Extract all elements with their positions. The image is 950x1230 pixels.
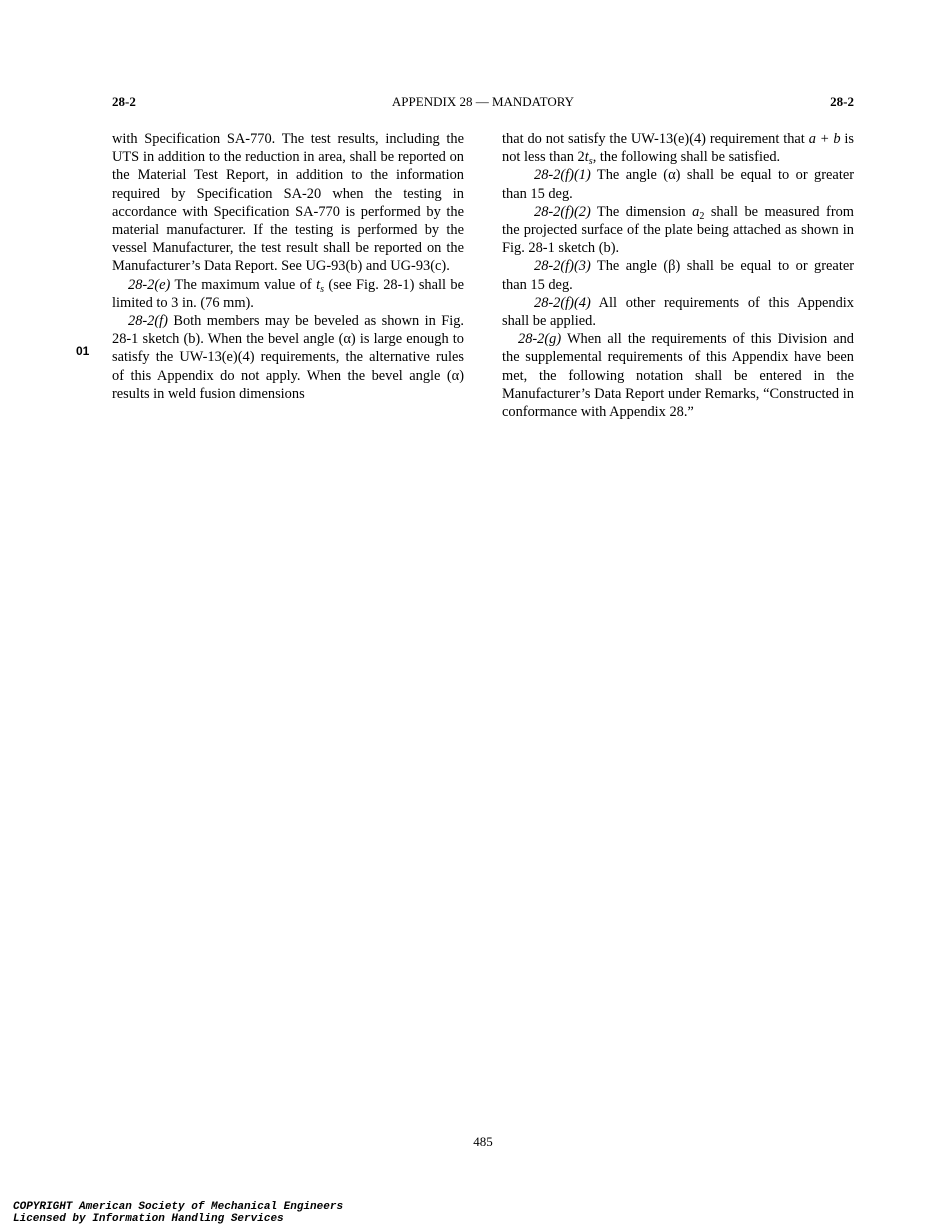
clause-tag: 28-2(f)(4) [534,294,591,311]
paragraph-28-2-f-3 [502,257,854,293]
copyright-notice [13,1201,343,1225]
paragraph-28-2-f-2 [502,203,854,258]
variable: a + b [808,131,841,147]
clause-tag: 28-2(g) [518,331,562,348]
header-section-left: 28-2 [112,94,136,109]
variable: t [316,276,321,293]
paragraph-28-2-f-continued [502,130,854,166]
clause-tag: 28-2(f) [128,313,168,330]
clause-text: is not less than 2 [502,131,854,166]
margin-revision-marker: 01 [76,344,90,358]
clause-text: All other requirements of this Appendix shall be applied. [502,294,854,330]
left-column [112,130,464,403]
clause-text: The angle (α) shall be equal to or greater than 15 deg. [502,167,854,202]
clause-text: (see Fig. 28-1) shall be limited to 3 in. (76 mm). [112,276,464,311]
variable: t [584,149,589,166]
clause-text: The angle (β) shall be equal to or greater than 15 deg. [502,258,854,293]
paragraph-28-2-e [112,276,464,312]
clause-text: When all the requirements of this Division and the supplemental requirements of this Appendix have been met, the following notation shall be entered in the Manufacturer’s Data Report under Remarks, “Constructed in conformance with Appendix 28.” [502,331,854,421]
clause-text: The dimension [590,203,693,220]
clause-tag: 28-2(f)(1) [534,167,591,184]
clause-tag: 28-2(f)(3) [534,258,591,275]
header-section-right: 28-2 [830,94,854,109]
clause-tag: 28-2(f)(2) [534,203,591,220]
variable-subscript: s [588,156,593,168]
header-title: APPENDIX 28 — MANDATORY [391,94,575,109]
paragraph-28-2-f-1 [502,166,854,202]
license-line: Licensed by Information Handling Services [13,1213,284,1225]
clause-text: that do not satisfy the UW-13(e)(4) requirement that [502,131,809,147]
clause-text: Both members may be beveled as shown in Fig. 28-1 sketch (b). When the bevel angle (α) is large enough to satisfy the UW-13(e)(4) requirements, the alternative rules of this Appendix do not apply. When the bevel angle (α) results in weld fusion dimensions [112,313,464,402]
copyright-line: COPYRIGHT American Society of Mechanical Engineers [13,1201,344,1213]
running-header [112,94,854,112]
variable: a [692,203,700,220]
paragraph-28-2-f-4 [502,294,854,330]
paragraph-28-2-f [112,312,464,403]
clause-text: The maximum value of [170,276,317,293]
clause-text: shall be measured from the projected surface of the plate being attached as shown in Fig. 28-1 sketch (b). [502,203,855,257]
right-column [502,130,854,421]
variable-subscript: 2 [699,210,705,222]
paragraph-28-2-g [502,330,854,421]
clause-tag: 28-2(e) [128,276,171,293]
paragraph-continued: with Specification SA-770. The test results, including the UTS in addition to the reduction in area, shall be reported on the Material Test Report, in addition to the information required by Specification SA-20 when the testing in accordance with Specification SA-770 is performed by the material manufacturer. If the testing is performed by the vessel Manufacturer, the test result shall be reported on the Manufacturer’s Data Report. See UG-93(b) and UG-93(c). [112,131,464,275]
variable-subscript: s [320,283,325,295]
page-number: 485 [473,1134,493,1149]
clause-text: , the following shall be satisfied. [592,149,781,166]
